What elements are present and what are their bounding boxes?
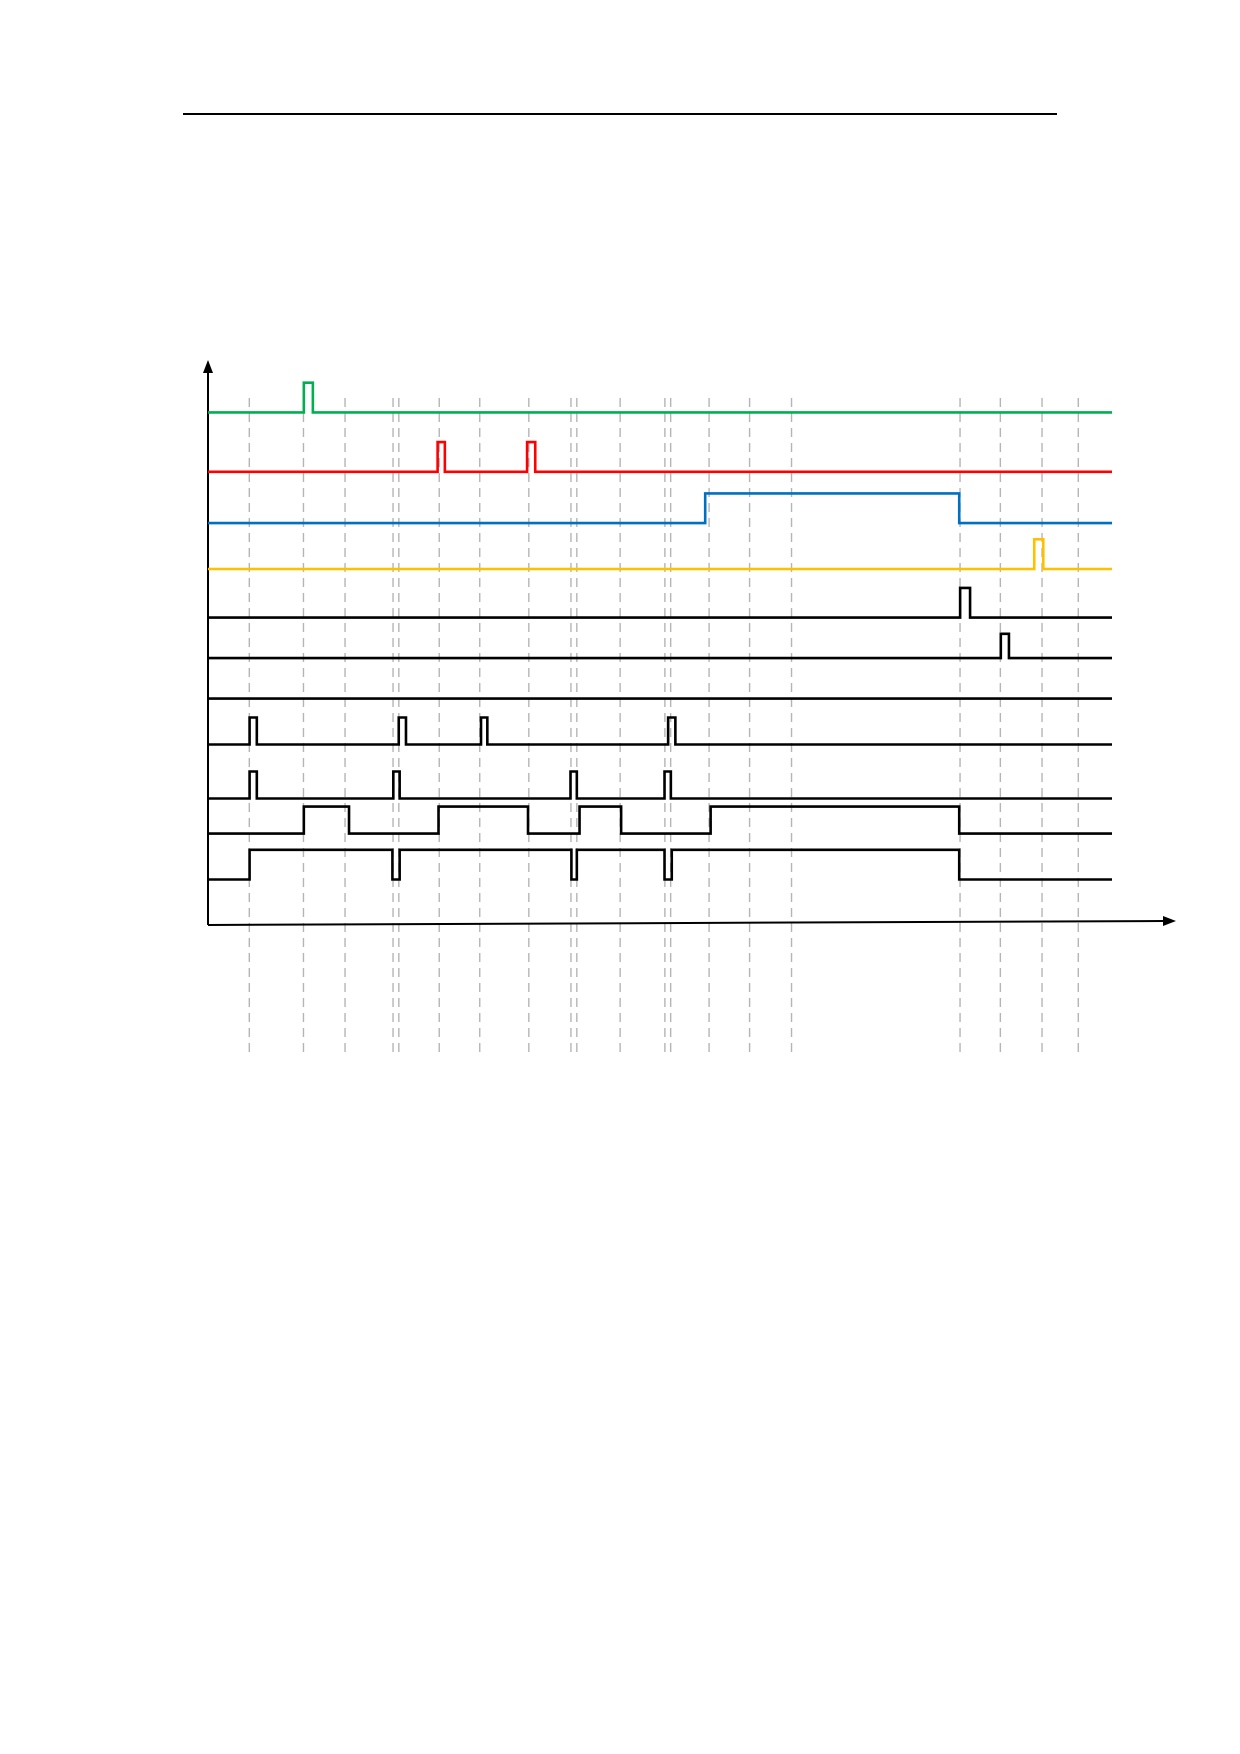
signal-trace-6 — [208, 634, 1112, 658]
signal-trace-2 — [208, 442, 1112, 472]
signal-trace-11 — [208, 850, 1112, 880]
x-axis — [208, 921, 1163, 925]
signal-trace-9 — [208, 772, 1112, 799]
y-axis-arrow — [203, 360, 213, 373]
axes — [203, 360, 1176, 926]
signal-trace-3 — [208, 493, 1112, 523]
signal-trace-8 — [208, 718, 1112, 745]
signal-trace-1 — [208, 383, 1112, 413]
event-marker-guides — [249, 398, 1078, 1052]
signal-trace-4 — [208, 539, 1112, 569]
signal-traces — [208, 383, 1112, 880]
signal-trace-5 — [208, 588, 1112, 618]
x-axis-arrow — [1163, 916, 1176, 926]
signal-trace-10 — [208, 807, 1112, 834]
